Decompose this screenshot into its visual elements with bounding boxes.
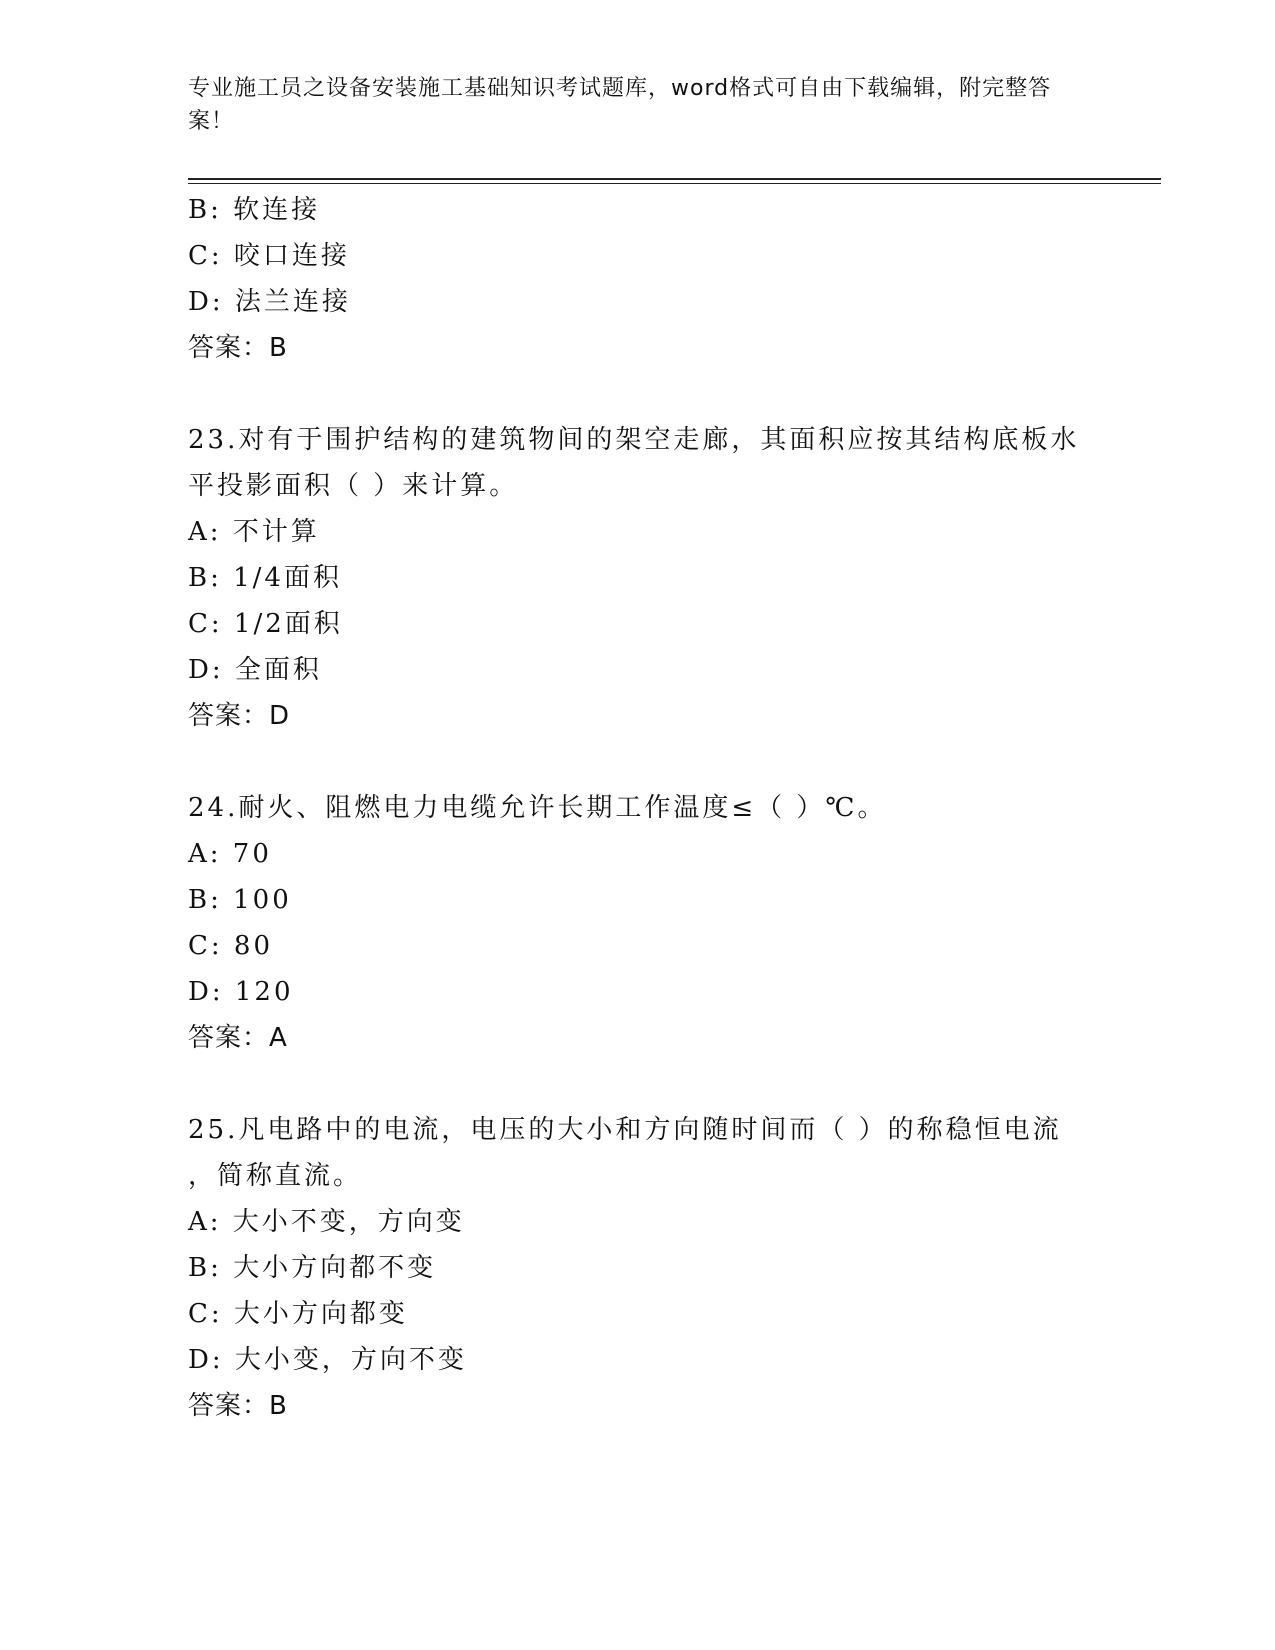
option-c: C: 大小方向都变 <box>188 1299 408 1329</box>
header-divider-thick <box>188 178 1161 180</box>
answer: 答案：A <box>188 1023 288 1053</box>
option-d: D: 大小变，方向不变 <box>188 1345 467 1375</box>
question-23 <box>188 417 1088 739</box>
option-b: B: 1/4面积 <box>188 563 342 593</box>
question-25 <box>188 1107 1088 1429</box>
question-list <box>188 187 1088 1429</box>
option-b: B: 100 <box>188 885 292 915</box>
spacer <box>188 1061 1088 1107</box>
answer: 答案：D <box>188 701 291 731</box>
option-c: C: 咬口连接 <box>188 241 350 271</box>
option-d: D: 法兰连接 <box>188 287 351 317</box>
option-c: C: 1/2面积 <box>188 609 343 639</box>
option-b: B: 大小方向都不变 <box>188 1253 437 1283</box>
spacer <box>188 371 1088 417</box>
answer: 答案：B <box>188 1391 288 1421</box>
option-d: D: 全面积 <box>188 655 322 685</box>
question-24 <box>188 785 1088 1061</box>
spacer <box>188 739 1088 785</box>
option-d: D: 120 <box>188 977 294 1007</box>
option-c: C: 80 <box>188 931 274 961</box>
question-stem: 25.凡电路中的电流，电压的大小和方向随时间而（ ）的称稳恒电流 <box>188 1115 1062 1145</box>
answer: 答案：B <box>188 333 288 363</box>
question-stem-continued: ，简称直流。 <box>188 1161 363 1191</box>
document-header: 专业施工员之设备安装施工基础知识考试题库，word格式可自由下载编辑，附完整答案！ <box>188 76 1052 134</box>
question-stem: 23.对有于围护结构的建筑物间的架空走廊，其面积应按其结构底板水 <box>188 425 1080 455</box>
question-22-tail <box>188 187 1088 371</box>
header-divider-thin <box>188 183 1161 184</box>
option-b: B: 软连接 <box>188 195 321 225</box>
option-a: A: 70 <box>188 839 272 869</box>
option-a: A: 大小不变，方向变 <box>188 1207 465 1237</box>
question-stem-continued: 平投影面积（ ）来计算。 <box>188 471 519 501</box>
option-a: A: 不计算 <box>188 517 320 547</box>
question-stem: 24.耐火、阻燃电力电缆允许长期工作温度≤（ ）℃。 <box>188 793 887 823</box>
